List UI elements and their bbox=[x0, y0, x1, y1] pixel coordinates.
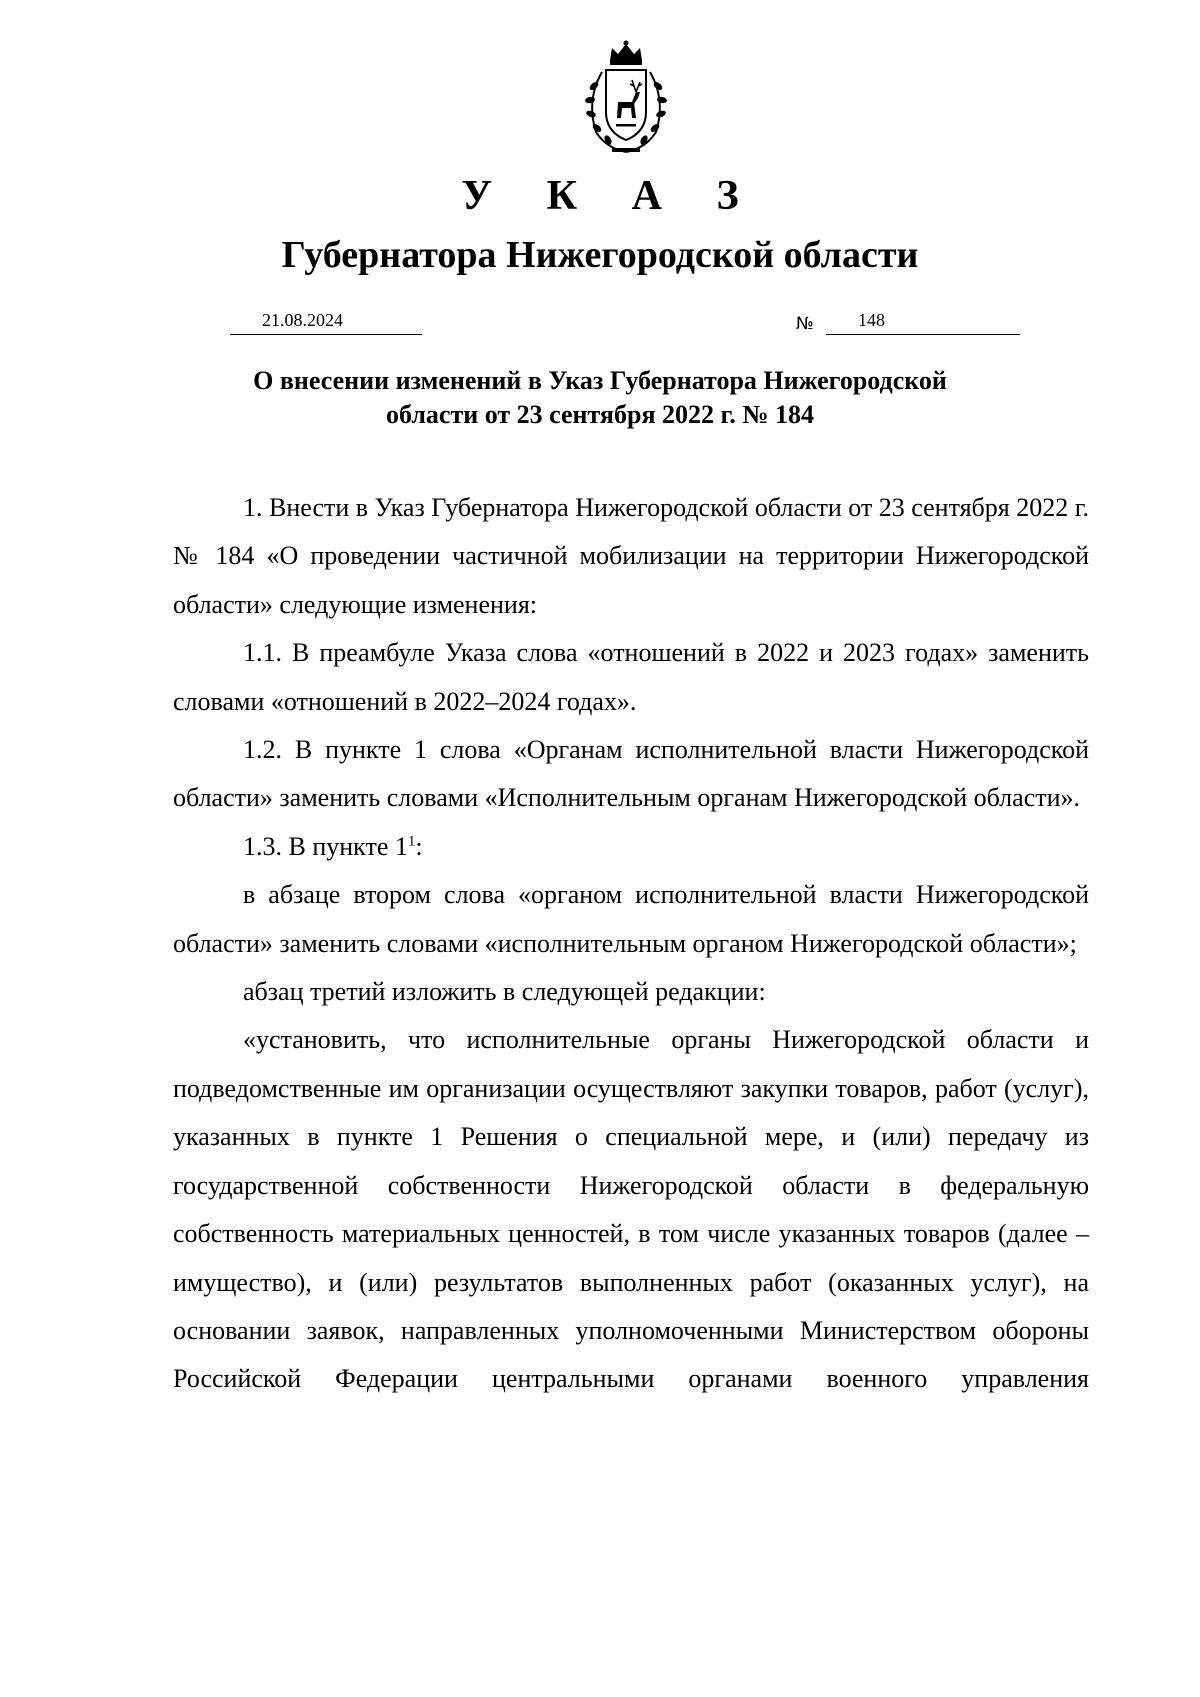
paragraph-abzats-3: абзац третий изложить в следующей редакции: bbox=[243, 977, 766, 1007]
paragraph-1-1: 1.1. В преамбуле Указа слова «отношений в 2022 и 2023 годах» заменить словами «отношений в 2022–2024 годах». bbox=[173, 638, 1089, 716]
paragraph-1-3-colon: : bbox=[415, 831, 423, 861]
number-value: 148 bbox=[858, 310, 885, 330]
date-value: 21.08.2024 bbox=[262, 310, 343, 330]
subject-line-2: области от 23 сентября 2022 г. № 184 bbox=[385, 400, 815, 429]
date-field bbox=[230, 308, 422, 335]
paragraph-1-2: 1.2. В пункте 1 слова «Органам исполнительной власти Нижегородской области» заменить словами «Исполнительным органам Нижегородской области». bbox=[173, 735, 1089, 813]
paragraph-1-3-text: 1.3. В пункте 1 bbox=[243, 831, 408, 861]
number-field bbox=[826, 308, 1020, 335]
paragraph-1-3 bbox=[173, 823, 1089, 871]
number-label: № bbox=[796, 314, 814, 334]
document-body bbox=[173, 484, 1089, 1404]
paragraph-1: 1. Внести в Указ Губернатора Нижегородской области от 23 сентября 2022 г. № 184 «О проведении частичной мобилизации на территории Нижегородской области» следующие изменения: bbox=[173, 493, 1089, 619]
coat-of-arms-icon bbox=[572, 40, 680, 158]
paragraph-new-wording: «установить, что исполнительные органы Нижегородской области и подведомственные им организации осуществляют закупки товаров, работ (услуг), указанных в пункте 1 Решения о специальной мере, и (или) передачу из государственной собственности Нижегородской области в федеральную собственность материальных ценностей, в том числе указанных товаров (далее – имущество), и (или) результатов выполненных работ (оказанных услуг), на основании заявок, направленных уполномоченными Министерством обороны Российской Федерации центральными органами военного управления bbox=[173, 1025, 1089, 1394]
paragraph-abzats-2: в абзаце втором слова «органом исполнительной власти Нижегородской области» заменить словами «исполнительным органом Нижегородской области»; bbox=[173, 880, 1089, 958]
superscript: 1 bbox=[407, 833, 416, 850]
subject-line-1: О внесении изменений в Указ Губернатора Нижегородской bbox=[253, 366, 947, 395]
document-title: У К А З bbox=[461, 173, 761, 219]
document-subject bbox=[0, 364, 1200, 432]
document-issuer: Губернатора Нижегородской области bbox=[281, 234, 919, 276]
